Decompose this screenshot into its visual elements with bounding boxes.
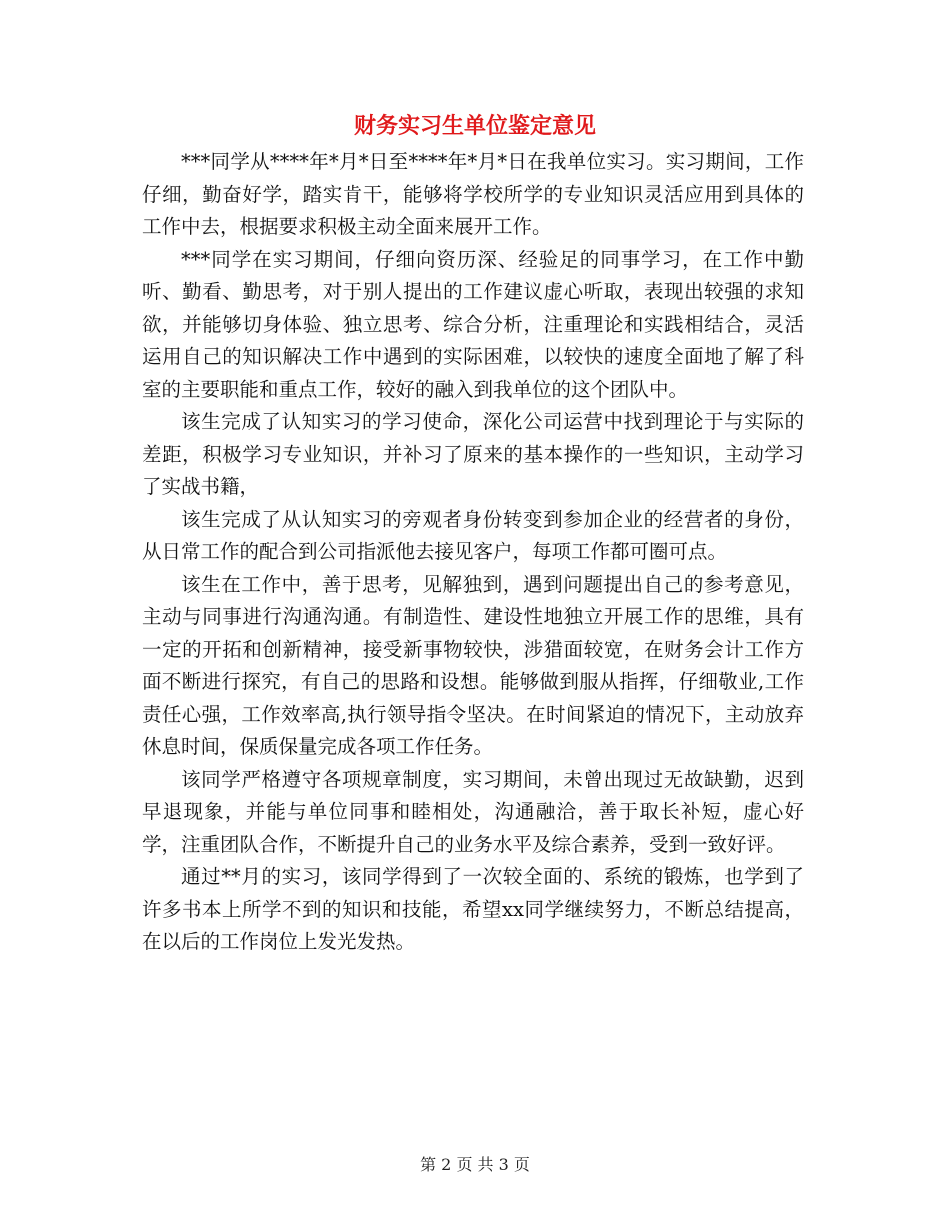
- document-title: 财务实习生单位鉴定意见: [353, 114, 596, 139]
- document-body: [142, 146, 804, 959]
- paragraph-7: 通过**月的实习，该同学得到了一次较全面的、系统的锻炼，也学到了许多书本上所学不到的知识和技能，希望xx同学继续努力，不断总结提高，在以后的工作岗位上发光发热。: [142, 865, 804, 953]
- paragraph-1: ***同学从****年*月*日至****年*月*日在我单位实习。实习期间，工作仔细，勤奋好学，踏实肯干，能够将学校所学的专业知识灵活应用到具体的工作中去，根据要求积极主动全面来展开工作。: [142, 150, 804, 238]
- paragraph-4: 该生完成了从认知实习的旁观者身份转变到参加企业的经营者的身份，从日常工作的配合到公司指派他去接见客户，每项工作都可圈可点。: [142, 507, 804, 563]
- paragraph-6: 该同学严格遵守各项规章制度，实习期间，未曾出现过无故缺勤，迟到早退现象，并能与单位同事和睦相处，沟通融洽，善于取长补短，虚心好学，注重团队合作，不断提升自己的业务水平及综合素养，受到一致好评。: [142, 767, 804, 856]
- page-number-footer: 第 2 页 共 3 页: [420, 1155, 530, 1174]
- paragraph-5: 该生在工作中，善于思考，见解独到，遇到问题提出自己的参考意见，主动与同事进行沟通沟通。有制造性、建设性地独立开展工作的思维，具有一定的开拓和创新精神，接受新事物较快，涉猎面较宽，在财务会计工作方面不断进行探究，有自己的思路和设想。能够做到服从指挥，仔细敬业,工作责任心强，工作效率高,执行领导指令坚决。在时间紧迫的情况下，主动放弃休息时间，保质保量完成各项工作任务。: [142, 572, 804, 758]
- paragraph-3: 该生完成了认知实习的学习使命，深化公司运营中找到理论于与实际的差距，积极学习专业知识，并补习了原来的基本操作的一些知识，主动学习了实战书籍，: [142, 410, 804, 498]
- paragraph-2: ***同学在实习期间，仔细向资历深、经验足的同事学习，在工作中勤听、勤看、勤思考，对于别人提出的工作建议虚心听取，表现出较强的求知欲，并能够切身体验、独立思考、综合分析，注重理论和实践相结合，灵活运用自己的知识解决工作中遇到的实际困难，以较快的速度全面地了解了科室的主要职能和重点工作，较好的融入到我单位的这个团队中。: [142, 247, 804, 401]
